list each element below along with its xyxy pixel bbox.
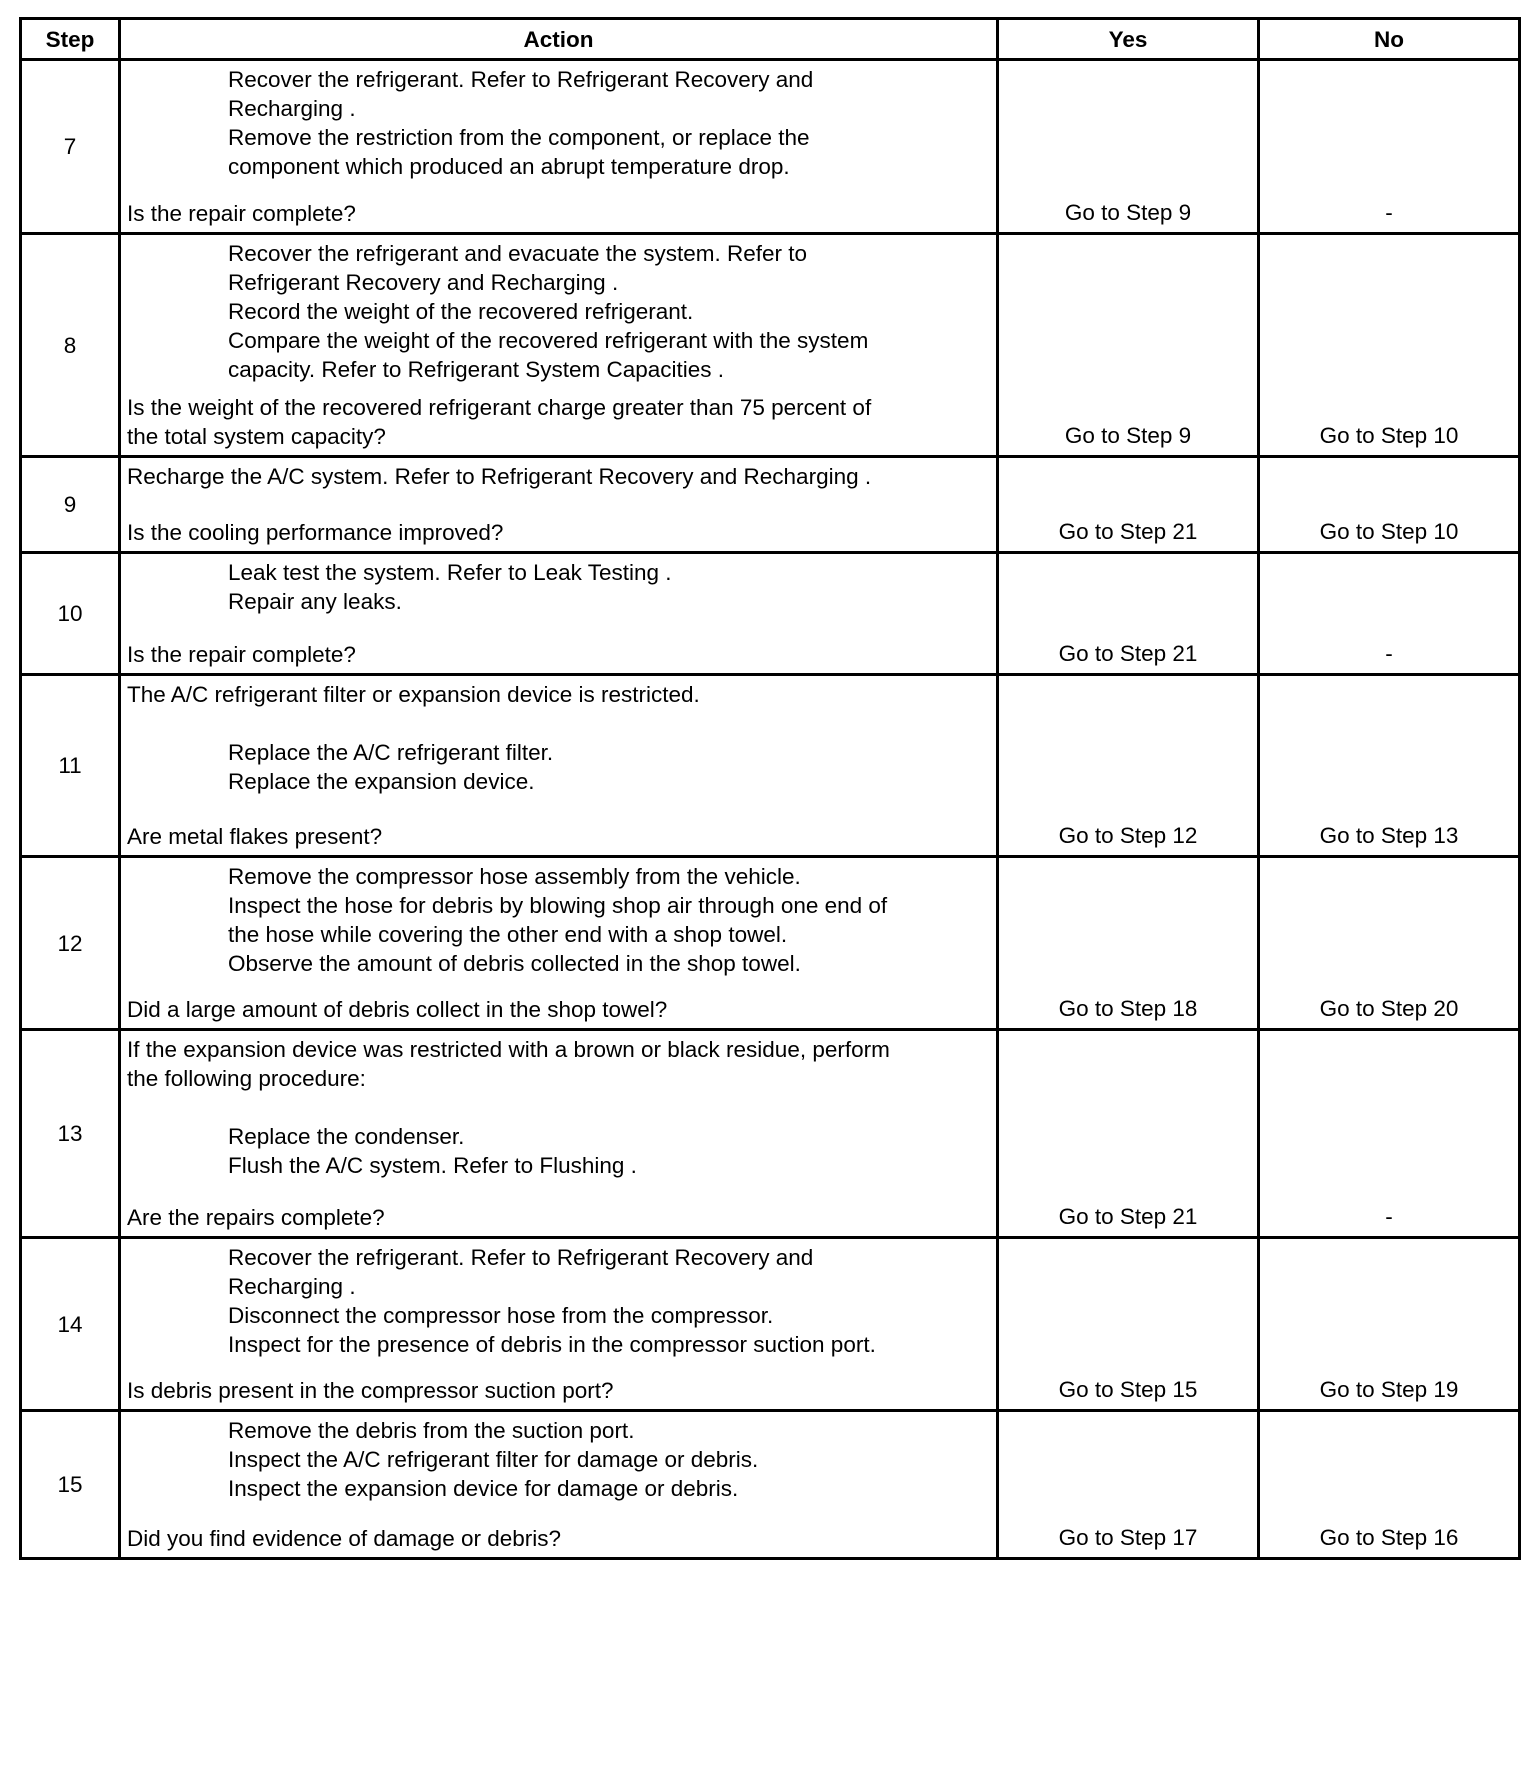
action-instructions — [127, 462, 990, 491]
action-step-line: Repair any leaks. — [228, 589, 402, 614]
yes-result: Go to Step 15 — [998, 1238, 1259, 1411]
yes-result: Go to Step 21 — [998, 457, 1259, 553]
action-cell — [120, 60, 998, 234]
action-question — [127, 393, 990, 451]
action-instructions — [127, 1035, 990, 1180]
action-instructions — [127, 1416, 990, 1503]
table-row — [21, 857, 1520, 1030]
question-line: Is debris present in the compressor suction port? — [127, 1378, 614, 1403]
action-step-line: Inspect the A/C refrigerant filter for damage or debris. — [228, 1447, 759, 1472]
action-step-line: Disconnect the compressor hose from the compressor. — [228, 1303, 774, 1328]
action-step-line: Leak test the system. Refer to Leak Testing . — [228, 560, 672, 585]
action-step-line: Recover the refrigerant. Refer to Refrigerant Recovery and — [228, 67, 814, 92]
step-number: 9 — [21, 457, 120, 553]
yes-result: Go to Step 9 — [998, 60, 1259, 234]
action-instructions — [127, 558, 990, 616]
table-row — [21, 553, 1520, 675]
action-instructions — [127, 1243, 990, 1359]
table-row — [21, 1411, 1520, 1559]
no-result: Go to Step 10 — [1259, 234, 1520, 457]
action-cell — [120, 857, 998, 1030]
header-action: Action — [120, 19, 998, 60]
action-instructions — [127, 239, 990, 384]
action-step-line: Inspect the hose for debris by blowing shop air through one end of — [228, 893, 888, 918]
table-row — [21, 1030, 1520, 1238]
header-step: Step — [21, 19, 120, 60]
action-step-line: Recharging . — [228, 96, 356, 121]
no-result: Go to Step 20 — [1259, 857, 1520, 1030]
action-step-line: Replace the A/C refrigerant filter. — [228, 740, 554, 765]
action-step-line: Observe the amount of debris collected in the shop towel. — [228, 951, 801, 976]
action-question — [127, 1376, 990, 1405]
question-line: Are the repairs complete? — [127, 1205, 385, 1230]
step-number: 13 — [21, 1030, 120, 1238]
table-row — [21, 675, 1520, 857]
action-cell — [120, 1411, 998, 1559]
question-line: Is the repair complete? — [127, 201, 356, 226]
action-question — [127, 1203, 990, 1232]
no-result: Go to Step 10 — [1259, 457, 1520, 553]
action-question — [127, 640, 990, 669]
question-line: Did a large amount of debris collect in the shop towel? — [127, 997, 668, 1022]
yes-result: Go to Step 21 — [998, 1030, 1259, 1238]
no-result: - — [1259, 1030, 1520, 1238]
action-intro-line: The A/C refrigerant filter or expansion device is restricted. — [127, 682, 700, 707]
action-step-line: Recharging . — [228, 1274, 356, 1299]
no-result: Go to Step 13 — [1259, 675, 1520, 857]
action-step-line: component which produced an abrupt temperature drop. — [228, 154, 790, 179]
yes-result: Go to Step 12 — [998, 675, 1259, 857]
step-number: 11 — [21, 675, 120, 857]
action-instructions — [127, 65, 990, 181]
question-line: Did you find evidence of damage or debris? — [127, 1526, 562, 1551]
step-number: 14 — [21, 1238, 120, 1411]
table-header — [21, 19, 1520, 60]
diagnostic-table — [19, 17, 1521, 1560]
action-step-line: Remove the restriction from the component, or replace the — [228, 125, 810, 150]
question-line: Is the repair complete? — [127, 642, 356, 667]
action-question — [127, 199, 990, 228]
action-cell — [120, 675, 998, 857]
action-step-line: Remove the debris from the suction port. — [228, 1418, 635, 1443]
action-intro-line: If the expansion device was restricted with a brown or black residue, perform — [127, 1037, 890, 1062]
step-number: 12 — [21, 857, 120, 1030]
yes-result: Go to Step 9 — [998, 234, 1259, 457]
header-yes: Yes — [998, 19, 1259, 60]
action-question — [127, 995, 990, 1024]
question-line: Is the cooling performance improved? — [127, 520, 504, 545]
action-intro-line: Recharge the A/C system. Refer to Refrigerant Recovery and Recharging . — [127, 464, 872, 489]
table-body — [21, 60, 1520, 1559]
question-line: the total system capacity? — [127, 424, 386, 449]
action-step-line: Replace the condenser. — [228, 1124, 465, 1149]
action-step-line: Flush the A/C system. Refer to Flushing . — [228, 1153, 637, 1178]
action-step-line: Replace the expansion device. — [228, 769, 535, 794]
table-row — [21, 60, 1520, 234]
action-question — [127, 822, 990, 851]
table-row — [21, 1238, 1520, 1411]
step-number: 7 — [21, 60, 120, 234]
yes-result: Go to Step 17 — [998, 1411, 1259, 1559]
action-intro-line: the following procedure: — [127, 1066, 366, 1091]
action-step-line: Recover the refrigerant. Refer to Refrigerant Recovery and — [228, 1245, 814, 1270]
action-question — [127, 518, 990, 547]
action-cell — [120, 457, 998, 553]
action-step-line: the hose while covering the other end with a shop towel. — [228, 922, 788, 947]
action-cell — [120, 1030, 998, 1238]
action-step-line: Refrigerant Recovery and Recharging . — [228, 270, 619, 295]
action-cell — [120, 553, 998, 675]
header-no: No — [1259, 19, 1520, 60]
yes-result: Go to Step 21 — [998, 553, 1259, 675]
header-row — [21, 19, 1520, 60]
question-line: Are metal flakes present? — [127, 824, 383, 849]
step-number: 8 — [21, 234, 120, 457]
action-instructions — [127, 680, 990, 796]
action-step-line: Inspect the expansion device for damage or debris. — [228, 1476, 739, 1501]
action-step-line: Record the weight of the recovered refrigerant. — [228, 299, 694, 324]
action-step-line: Recover the refrigerant and evacuate the system. Refer to — [228, 241, 808, 266]
table-row — [21, 234, 1520, 457]
no-result: Go to Step 16 — [1259, 1411, 1520, 1559]
action-step-line: Remove the compressor hose assembly from the vehicle. — [228, 864, 801, 889]
no-result: - — [1259, 60, 1520, 234]
no-result: Go to Step 19 — [1259, 1238, 1520, 1411]
action-step-line: capacity. Refer to Refrigerant System Capacities . — [228, 357, 725, 382]
table-row — [21, 457, 1520, 553]
no-result: - — [1259, 553, 1520, 675]
action-cell — [120, 1238, 998, 1411]
step-number: 15 — [21, 1411, 120, 1559]
action-step-line: Inspect for the presence of debris in the compressor suction port. — [228, 1332, 876, 1357]
action-cell — [120, 234, 998, 457]
diagnostic-table-container — [19, 17, 1518, 1560]
action-instructions — [127, 862, 990, 978]
yes-result: Go to Step 18 — [998, 857, 1259, 1030]
action-step-line: Compare the weight of the recovered refrigerant with the system — [228, 328, 869, 353]
step-number: 10 — [21, 553, 120, 675]
action-question — [127, 1524, 990, 1553]
question-line: Is the weight of the recovered refrigerant charge greater than 75 percent of — [127, 395, 872, 420]
